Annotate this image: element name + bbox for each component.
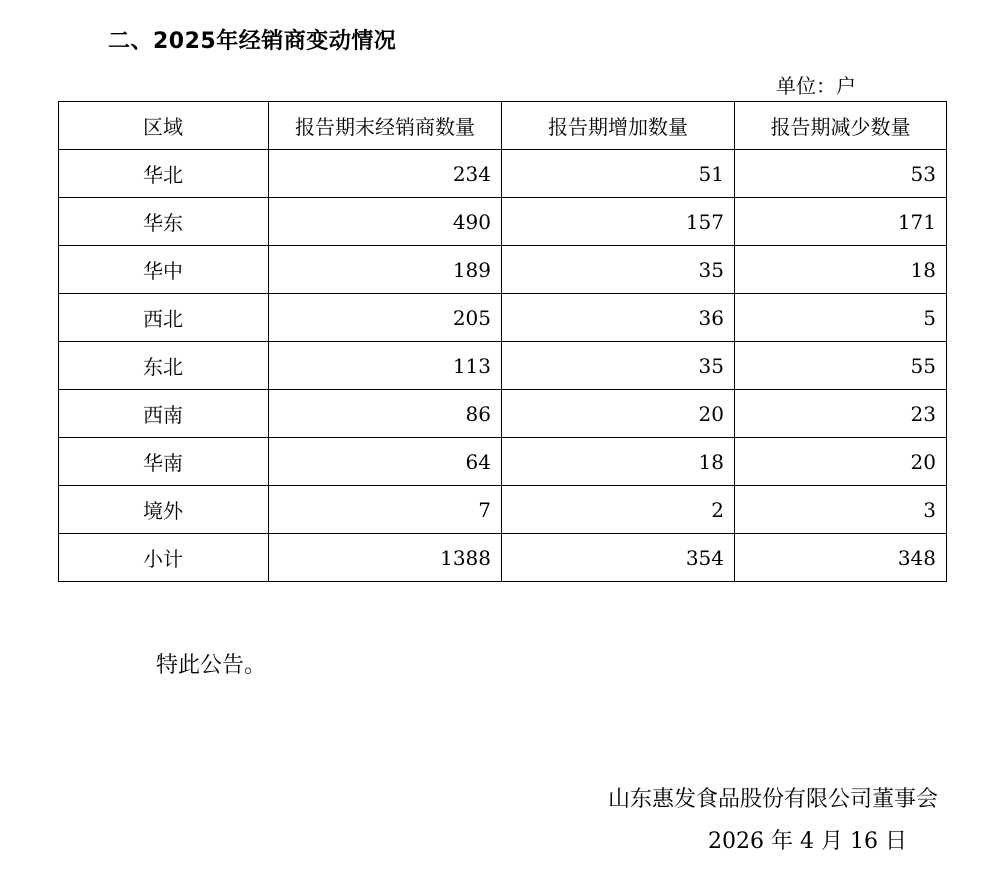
announcement-date: 2026 年 4 月 16 日 — [708, 829, 907, 854]
cell-decrease: 53 — [735, 150, 947, 198]
cell-decrease: 18 — [735, 246, 947, 294]
cell-increase: 20 — [502, 390, 735, 438]
cell-decrease: 171 — [735, 198, 947, 246]
cell-region: 西北 — [59, 294, 269, 342]
table-row — [59, 150, 947, 198]
cell-end-count: 1388 — [269, 534, 502, 582]
cell-decrease: 23 — [735, 390, 947, 438]
section-title: 二、2025年经销商变动情况 — [108, 29, 397, 54]
cell-region: 华东 — [59, 198, 269, 246]
cell-increase: 35 — [502, 342, 735, 390]
header-region: 区域 — [59, 102, 269, 150]
cell-decrease: 55 — [735, 342, 947, 390]
closing-text: 特此公告。 — [156, 653, 267, 678]
table-row — [59, 486, 947, 534]
cell-region: 华北 — [59, 150, 269, 198]
cell-decrease: 348 — [735, 534, 947, 582]
header-increase: 报告期增加数量 — [502, 102, 735, 150]
cell-region: 东北 — [59, 342, 269, 390]
header-decrease: 报告期减少数量 — [735, 102, 947, 150]
table-row — [59, 342, 947, 390]
cell-end-count: 490 — [269, 198, 502, 246]
table-row-subtotal — [59, 534, 947, 582]
cell-end-count: 7 — [269, 486, 502, 534]
cell-increase: 18 — [502, 438, 735, 486]
cell-increase: 354 — [502, 534, 735, 582]
cell-end-count: 205 — [269, 294, 502, 342]
table-header-row — [59, 102, 947, 150]
cell-increase: 51 — [502, 150, 735, 198]
cell-increase: 35 — [502, 246, 735, 294]
table-row — [59, 390, 947, 438]
table-row — [59, 246, 947, 294]
cell-region: 西南 — [59, 390, 269, 438]
cell-region: 境外 — [59, 486, 269, 534]
table-row — [59, 198, 947, 246]
cell-end-count: 189 — [269, 246, 502, 294]
cell-region: 华中 — [59, 246, 269, 294]
cell-decrease: 20 — [735, 438, 947, 486]
header-end-count: 报告期末经销商数量 — [269, 102, 502, 150]
company-signature: 山东惠发食品股份有限公司董事会 — [608, 787, 939, 812]
cell-increase: 2 — [502, 486, 735, 534]
dealer-change-table — [58, 101, 947, 582]
cell-region: 小计 — [59, 534, 269, 582]
cell-decrease: 5 — [735, 294, 947, 342]
table-row — [59, 438, 947, 486]
cell-end-count: 234 — [269, 150, 502, 198]
unit-label: 单位：户 — [776, 74, 856, 98]
cell-region: 华南 — [59, 438, 269, 486]
cell-increase: 36 — [502, 294, 735, 342]
cell-end-count: 86 — [269, 390, 502, 438]
cell-end-count: 113 — [269, 342, 502, 390]
table-row — [59, 294, 947, 342]
cell-end-count: 64 — [269, 438, 502, 486]
cell-decrease: 3 — [735, 486, 947, 534]
cell-increase: 157 — [502, 198, 735, 246]
